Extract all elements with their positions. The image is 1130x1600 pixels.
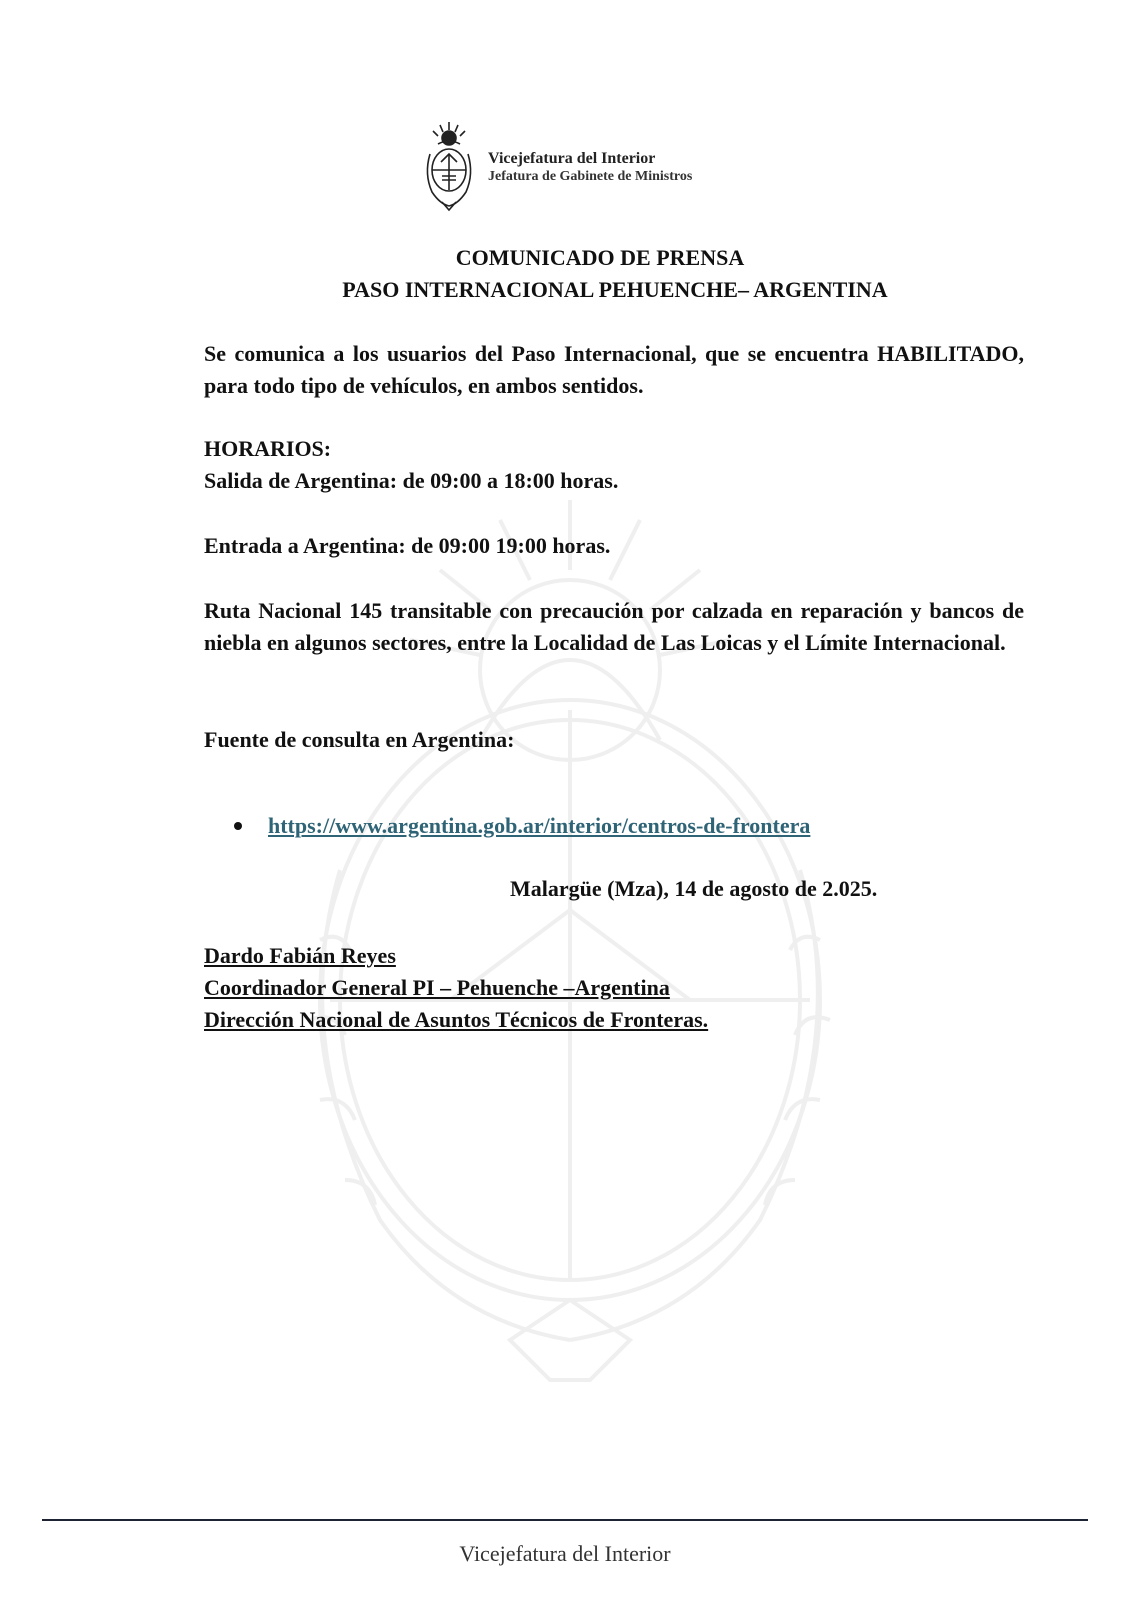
footer-text: Vicejefatura del Interior [459,1541,671,1566]
bullet-icon [234,822,242,830]
letterhead [420,115,692,215]
place-date: Malargüe (Mza), 14 de agosto de 2.025. [510,876,878,901]
coat-of-arms-icon [420,116,478,214]
press-release-heading: COMUNICADO DE PRENSA [455,245,745,270]
press-release-subheading: PASO INTERNACIONAL PEHUENCHE– ARGENTINA [342,277,888,302]
footer-divider [42,1519,1088,1521]
signer-name: Dardo Fabián Reyes [204,943,396,968]
departure-schedule: Salida de Argentina: de 09:00 a 18:00 horas. [204,468,619,493]
schedule-title: HORARIOS: [204,436,332,461]
intro-paragraph: Se comunica a los usuarios del Paso Internacional, que se encuentra HABILITADO, para todo tipo de vehículos, en ambos sentidos. [204,341,1024,398]
signer-role: Coordinador General PI – Pehuenche –Argentina [204,975,670,1000]
coat-of-arms-watermark [250,440,890,1400]
source-list-item [234,810,810,842]
letterhead-title: Vicejefatura del Interior [488,150,656,167]
signature-block [204,940,708,1036]
route-notice-paragraph: Ruta Nacional 145 transitable con precaución por calzada en reparación y bancos de niebla en algunos sectores, entre la Localidad de Las Loicas y el Límite Internacional. [204,598,1024,655]
source-label: Fuente de consulta en Argentina: [204,727,515,752]
arrival-schedule: Entrada a Argentina: de 09:00 19:00 horas. [204,533,611,558]
letterhead-subtitle: Jefatura de Gabinete de Ministros [488,169,693,184]
signer-office: Dirección Nacional de Asuntos Técnicos de Fronteras. [204,1007,709,1032]
source-link[interactable]: https://www.argentina.gob.ar/interior/centros-de-frontera [268,813,811,838]
